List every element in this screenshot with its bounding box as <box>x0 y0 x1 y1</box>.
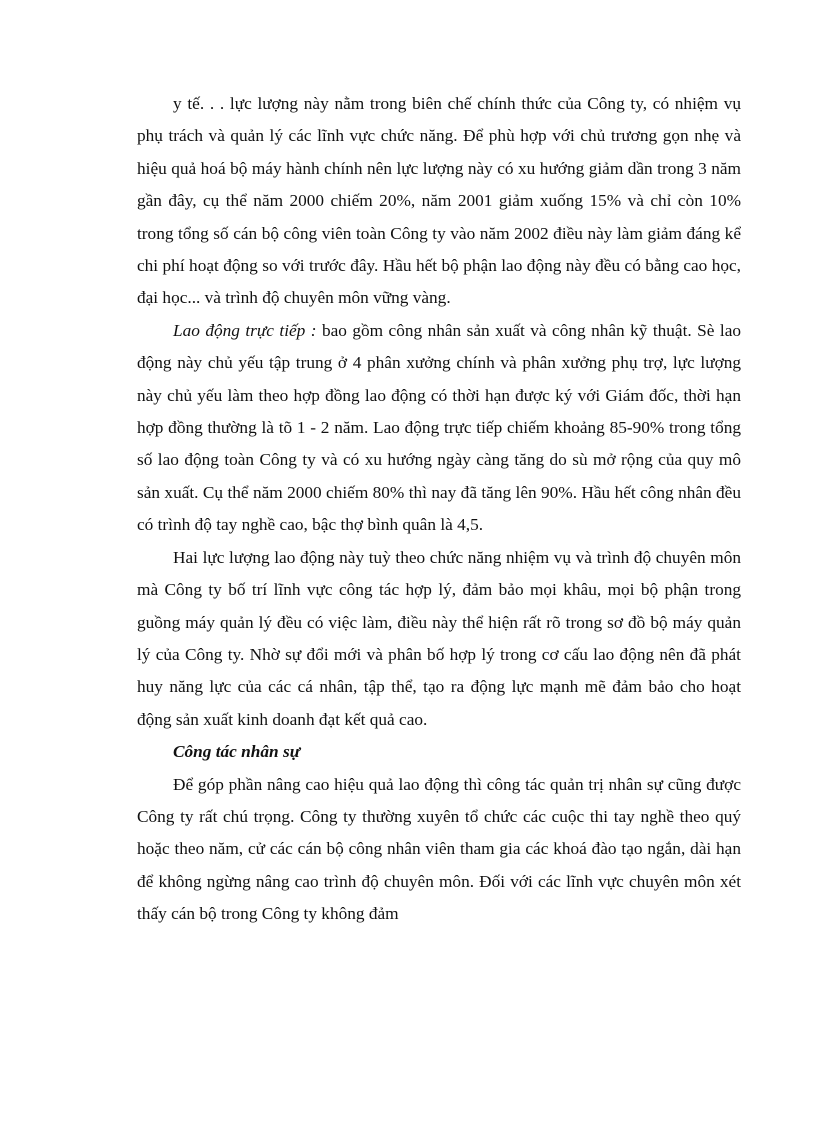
paragraph-hr-work <box>137 769 741 931</box>
paragraph-labor-allocation <box>137 542 741 736</box>
section-heading: Công tác nhân sự <box>173 742 301 762</box>
paragraph-lead-italic: Lao động trực tiếp : <box>173 320 317 340</box>
paragraph-direct-labor <box>137 315 741 542</box>
paragraph-indirect-labor <box>137 88 741 315</box>
document-page <box>137 88 741 931</box>
paragraph-text: bao gồm công nhân sản xuất và công nhân kỹ thuật. Sè lao động này chủ yếu tập trung ở 4 phân xưởng chính và phân xưởng phụ trợ, lực lượng này chủ yếu làm theo hợp đồng lao động có thời hạn được ký với Giám đốc, thời hạn hợp đồng thường là tõ 1 - 2 năm. Lao động trực tiếp chiếm khoảng 85-90% trong tổng số lao động toàn Công ty và có xu hướng ngày càng tăng do sù mở rộng của quy mô sản xuất. Cụ thể năm 2000 chiếm 80% thì nay đã tăng lên 90%. Hầu hết công nhân đều có trình độ tay nghề cao, bậc thợ bình quân là 4,5. <box>137 320 742 535</box>
paragraph-text: Hai lực lượng lao động này tuỳ theo chức năng nhiệm vụ và trình độ chuyên môn mà Công ty bố trí lĩnh vực công tác hợp lý, đảm bảo mọi khâu, mọi bộ phận trong guồng máy quản lý đều có việc làm, điều này thể hiện rất rõ trong sơ đồ bộ máy quản lý của Công ty. Nhờ sự đổi mới và phân bố hợp lý trong cơ cấu lao động nên đã phát huy năng lực của các cá nhân, tập thể, tạo ra động lực mạnh mẽ đảm bảo cho hoạt động sản xuất kinh doanh đạt kết quả cao. <box>137 547 741 729</box>
paragraph-text: y tế. . . lực lượng này nằm trong biên chế chính thức của Công ty, có nhiệm vụ phụ trách và quản lý các lĩnh vực chức năng. Để phù hợp với chủ trương gọn nhẹ và hiệu quả hoá bộ máy hành chính nên lực lượng này có xu hướng giảm dần trong 3 năm gần đây, cụ thể năm 2000 chiếm 20%, năm 2001 giảm xuống 15% và chỉ còn 10% trong tổng số cán bộ công viên toàn Công ty vào năm 2002 điều này làm giảm đáng kể chi phí hoạt động so với trước đây. Hầu hết bộ phận lao động này đều có bằng cao học, đại học... và trình độ chuyên môn vững vàng. <box>137 94 741 308</box>
paragraph-text: Để góp phần nâng cao hiệu quả lao động thì công tác quản trị nhân sự cũng được Công ty rất chú trọng. Công ty thường xuyên tổ chức các cuộc thi tay nghề theo quý hoặc theo năm, cử các cán bộ công nhân viên tham gia các khoá đào tạo ngắn, dài hạn để không ngừng nâng cao trình độ chuyên môn. Đối với các lĩnh vực chuyên môn xét thấy cán bộ trong Công ty không đảm <box>137 774 741 924</box>
